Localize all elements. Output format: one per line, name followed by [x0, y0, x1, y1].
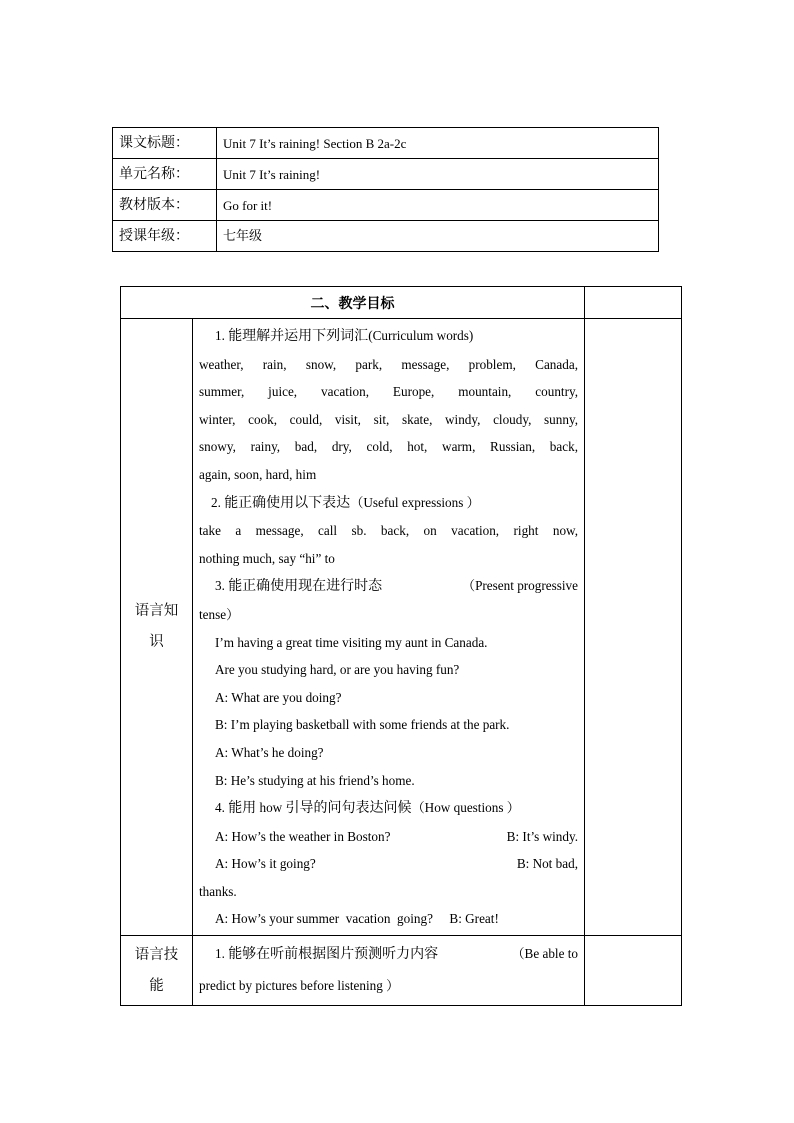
example-sentence: A: What are you doing? [215, 689, 342, 705]
empty-cell [585, 936, 682, 1006]
expression-line: take a message, call sb. back, on vacation, right now, [199, 523, 578, 539]
empty-cell [585, 287, 682, 319]
goal-item-4: 4. 能用 how 引导的问句表达问候（How questions ） [215, 800, 520, 817]
empty-cell [585, 319, 682, 936]
qa-line: A: How’s the weather in Boston? B: It’s windy. [215, 828, 578, 844]
category-label: 语言技能 [134, 946, 179, 994]
info-value: Unit 7 It’s raining! [217, 159, 659, 190]
vocab-line: summer, juice, vacation, Europe, mountain, country, [199, 384, 578, 400]
vocab-line: winter, cook, could, visit, sit, skate, windy, cloudy, sunny, [199, 411, 578, 427]
goal-item-3: 3. 能正确使用现在进行时态 （Present progressive [215, 578, 578, 595]
example-sentence: B: He’s studying at his friend’s home. [215, 772, 415, 788]
info-value: 七年级 [217, 221, 659, 252]
example-sentence: B: I’m playing basketball with some friends at the park. [215, 717, 510, 733]
goals-header-row [121, 287, 682, 319]
qa-line-cont: thanks. [199, 883, 237, 899]
example-sentence: A: What’s he doing? [215, 744, 324, 760]
skill-item-1-cont: predict by pictures before listening ） [199, 978, 400, 994]
language-knowledge-content [193, 319, 585, 936]
example-sentence: Are you studying hard, or are you having fun? [215, 662, 460, 678]
info-label: 教材版本： [113, 190, 217, 221]
category-label: 语言知识 [134, 603, 179, 651]
category-language-skills [121, 936, 193, 1006]
goals-header: 二、教学目标 [121, 287, 585, 319]
teaching-goals-table [120, 286, 682, 1006]
lesson-info-table [112, 127, 659, 252]
language-skills-row [121, 936, 682, 1006]
expression-line: nothing much, say “hi” to [199, 550, 335, 566]
info-label: 单元名称： [113, 159, 217, 190]
info-label: 授课年级： [113, 221, 217, 252]
info-row-title [113, 128, 659, 159]
goal-item-3-cont: tense） [199, 606, 240, 622]
vocab-line: again, soon, hard, him [199, 466, 317, 482]
language-skills-content [193, 936, 585, 1006]
info-row-textbook [113, 190, 659, 221]
language-knowledge-row [121, 319, 682, 936]
category-language-knowledge [121, 319, 193, 936]
skill-item-1: 1. 能够在听前根据图片预测听力内容 （Be able to [215, 946, 578, 963]
info-row-unit [113, 159, 659, 190]
vocab-line: weather, rain, snow, park, message, problem, Canada, [199, 356, 578, 372]
goal-item-1: 1. 能理解并运用下列词汇(Curriculum words) [215, 328, 474, 344]
vocab-line: snowy, rainy, bad, dry, cold, hot, warm, Russian, back, [199, 439, 578, 455]
info-value: Go for it! [217, 190, 659, 221]
goal-item-2: 2. 能正确使用以下表达（Useful expressions ） [211, 494, 480, 511]
info-value: Unit 7 It’s raining! Section B 2a-2c [217, 128, 659, 159]
qa-line: A: How’s it going? B: Not bad, [215, 856, 578, 872]
qa-line: A: How’s your summer vacation going? B: Great! [215, 911, 499, 927]
info-row-grade [113, 221, 659, 252]
example-sentence: I’m having a great time visiting my aunt in Canada. [215, 634, 488, 650]
info-label: 课文标题： [113, 128, 217, 159]
